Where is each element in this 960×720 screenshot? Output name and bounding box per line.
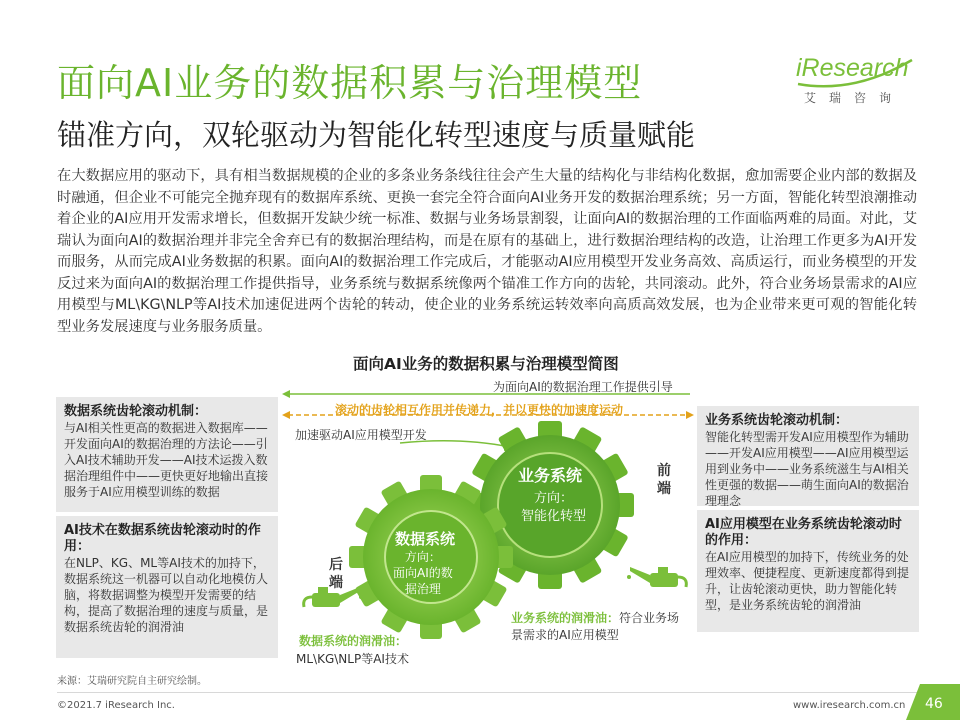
data-gear-mechanism-box (56, 397, 278, 512)
business-gear-title: 业务系统 (518, 466, 583, 485)
back-end-label: 后端 (329, 557, 343, 591)
interaction-arrow-right-icon (686, 411, 694, 419)
guide-arrow-label: 为面向AI的数据治理工作提供引导 (493, 380, 673, 394)
data-gear-title: 数据系统 (395, 530, 456, 548)
data-gear-direction (393, 549, 453, 597)
business-oil-title: 业务系统的润滑油： (511, 611, 620, 625)
data-gear-direction-value-2: 据治理 (404, 582, 441, 596)
business-gear-direction-label: 方向： (534, 491, 574, 506)
business-oil-note (511, 610, 691, 644)
logo-cn: 艾瑞咨询 (804, 91, 905, 105)
data-oil-title: 数据系统的润滑油： (299, 634, 408, 648)
page-subtitle: 锚准方向，双轮驱动为智能化转型速度与质量赋能 (57, 118, 696, 152)
ai-model-role-box (697, 510, 919, 632)
footer-url: www.iresearch.com.cn (793, 700, 906, 711)
data-gear-direction-value-1: 面向AI的数 (393, 566, 453, 580)
page-title: 面向AI业务的数据积累与治理模型 (57, 61, 643, 105)
oil-can-right-icon (627, 567, 686, 587)
intro-paragraph: 在大数据应用的驱动下，具有相当数据规模的企业的多条业务条线往往会产生大量的结构化与非结构化数据，愈加需要企业内部的数据及时融通，但企业不可能完全抛弃现有的数据库系统、更换一套完全符合面向AI业务开发的数据治理系统；另一方面，智能化转型浪潮推动着企业的AI应用开发需求增长，但数据开发缺少统一标准、数据与业务场景割裂，让面向AI的数据治理的工作面临两难的局面。对此，艾瑞认为面向AI的数据治理并非完全舍弃已有的数据治理结构，而是在原有的基础上，进行数据治理结构的改造，让治理工作更多为AI开发而服务，从而完成AI业务数据的积累。面向AI的数据治理工作完成后，才能驱动AI应用模型开发业务高效、高质运行，而业务模型的开发反过来为面向AI的数据治理工作提供指导，业务系统与数据系统像两个锚准工作方向的齿轮，共同滚动。此外，符合业务场景需求的AI应用模型与ML\KG\NLP等AI技术加速促进两个齿轮的转动，使企业的业务系统运转效率向高质高效发展，也为企业带来更可观的智能化转型业务发展速度与业务服务质量。 (57, 168, 917, 335)
data-oil-text: ML\KG\NLP等AI技术 (296, 652, 409, 666)
business-gear-mechanism-text: 智能化转型需开发AI应用模型作为辅助——开发AI应用模型——AI应用模型运用到业务中——业务系统滋生与AI相关性更强的数据——萌生面向AI的数据治理理念 (705, 430, 909, 508)
footer-copyright: ©2021.7 iResearch Inc. (57, 700, 175, 711)
front-end-label: 前端 (657, 463, 671, 497)
source-note: 来源：艾瑞研究院自主研究绘制。 (57, 676, 207, 687)
footer-divider (57, 692, 917, 693)
ai-model-role-text: 在AI应用模型的加持下，传统业务的处理效率、便捷程度、更新速度都得到提升，让齿轮滚动更快，助力智能化转型，是业务系统齿轮的润滑油 (705, 550, 910, 612)
interaction-arrow-left-icon (282, 411, 290, 419)
business-gear-mechanism-heading: 业务系统齿轮滚动机制： (705, 413, 849, 428)
ai-tech-role-text: 在NLP、KG、ML等AI技术的加持下，数据系统这一机器可以自动化地模仿人脑，将数据调整为模型开发需要的结构，提高了数据治理的速度与质量，是数据系统齿轮的润滑油 (64, 556, 269, 634)
ai-tech-role-box (56, 516, 278, 658)
interaction-arrow-label: 滚动的齿轮相互作用并传递力，并以更快的加速度运动 (335, 403, 624, 417)
ai-tech-role-heading: AI技术在数据系统齿轮滚动时的作用： (64, 523, 261, 554)
business-gear-direction (521, 490, 586, 526)
business-gear-mechanism-box (697, 406, 919, 506)
diagram-title: 面向AI业务的数据积累与治理模型简图 (353, 355, 619, 373)
business-oil-text: 符合业务场景需求的AI应用模型 (511, 611, 680, 642)
logo-word: iResearch (796, 54, 909, 82)
accel-label: 加速驱动AI应用模型开发 (295, 428, 427, 442)
data-gear-mechanism-heading: 数据系统齿轮滚动机制： (64, 404, 208, 419)
data-gear-direction-label: 方向： (404, 550, 441, 564)
ai-model-role-heading: AI应用模型在业务系统齿轮滚动时的作用： (705, 517, 902, 548)
iresearch-logo (794, 54, 914, 110)
business-gear-direction-value: 智能化转型 (521, 509, 587, 524)
guide-arrow-head-icon (282, 390, 290, 398)
page-number: 46 (925, 696, 943, 712)
data-gear-mechanism-text: 与AI相关性更高的数据进入数据库——开发面向AI的数据治理的方法论——引入AI技术辅助开发——AI技术运拨入数据治理组件中——更快更好地输出直接服务于AI应用模型训练的数据 (64, 421, 269, 499)
